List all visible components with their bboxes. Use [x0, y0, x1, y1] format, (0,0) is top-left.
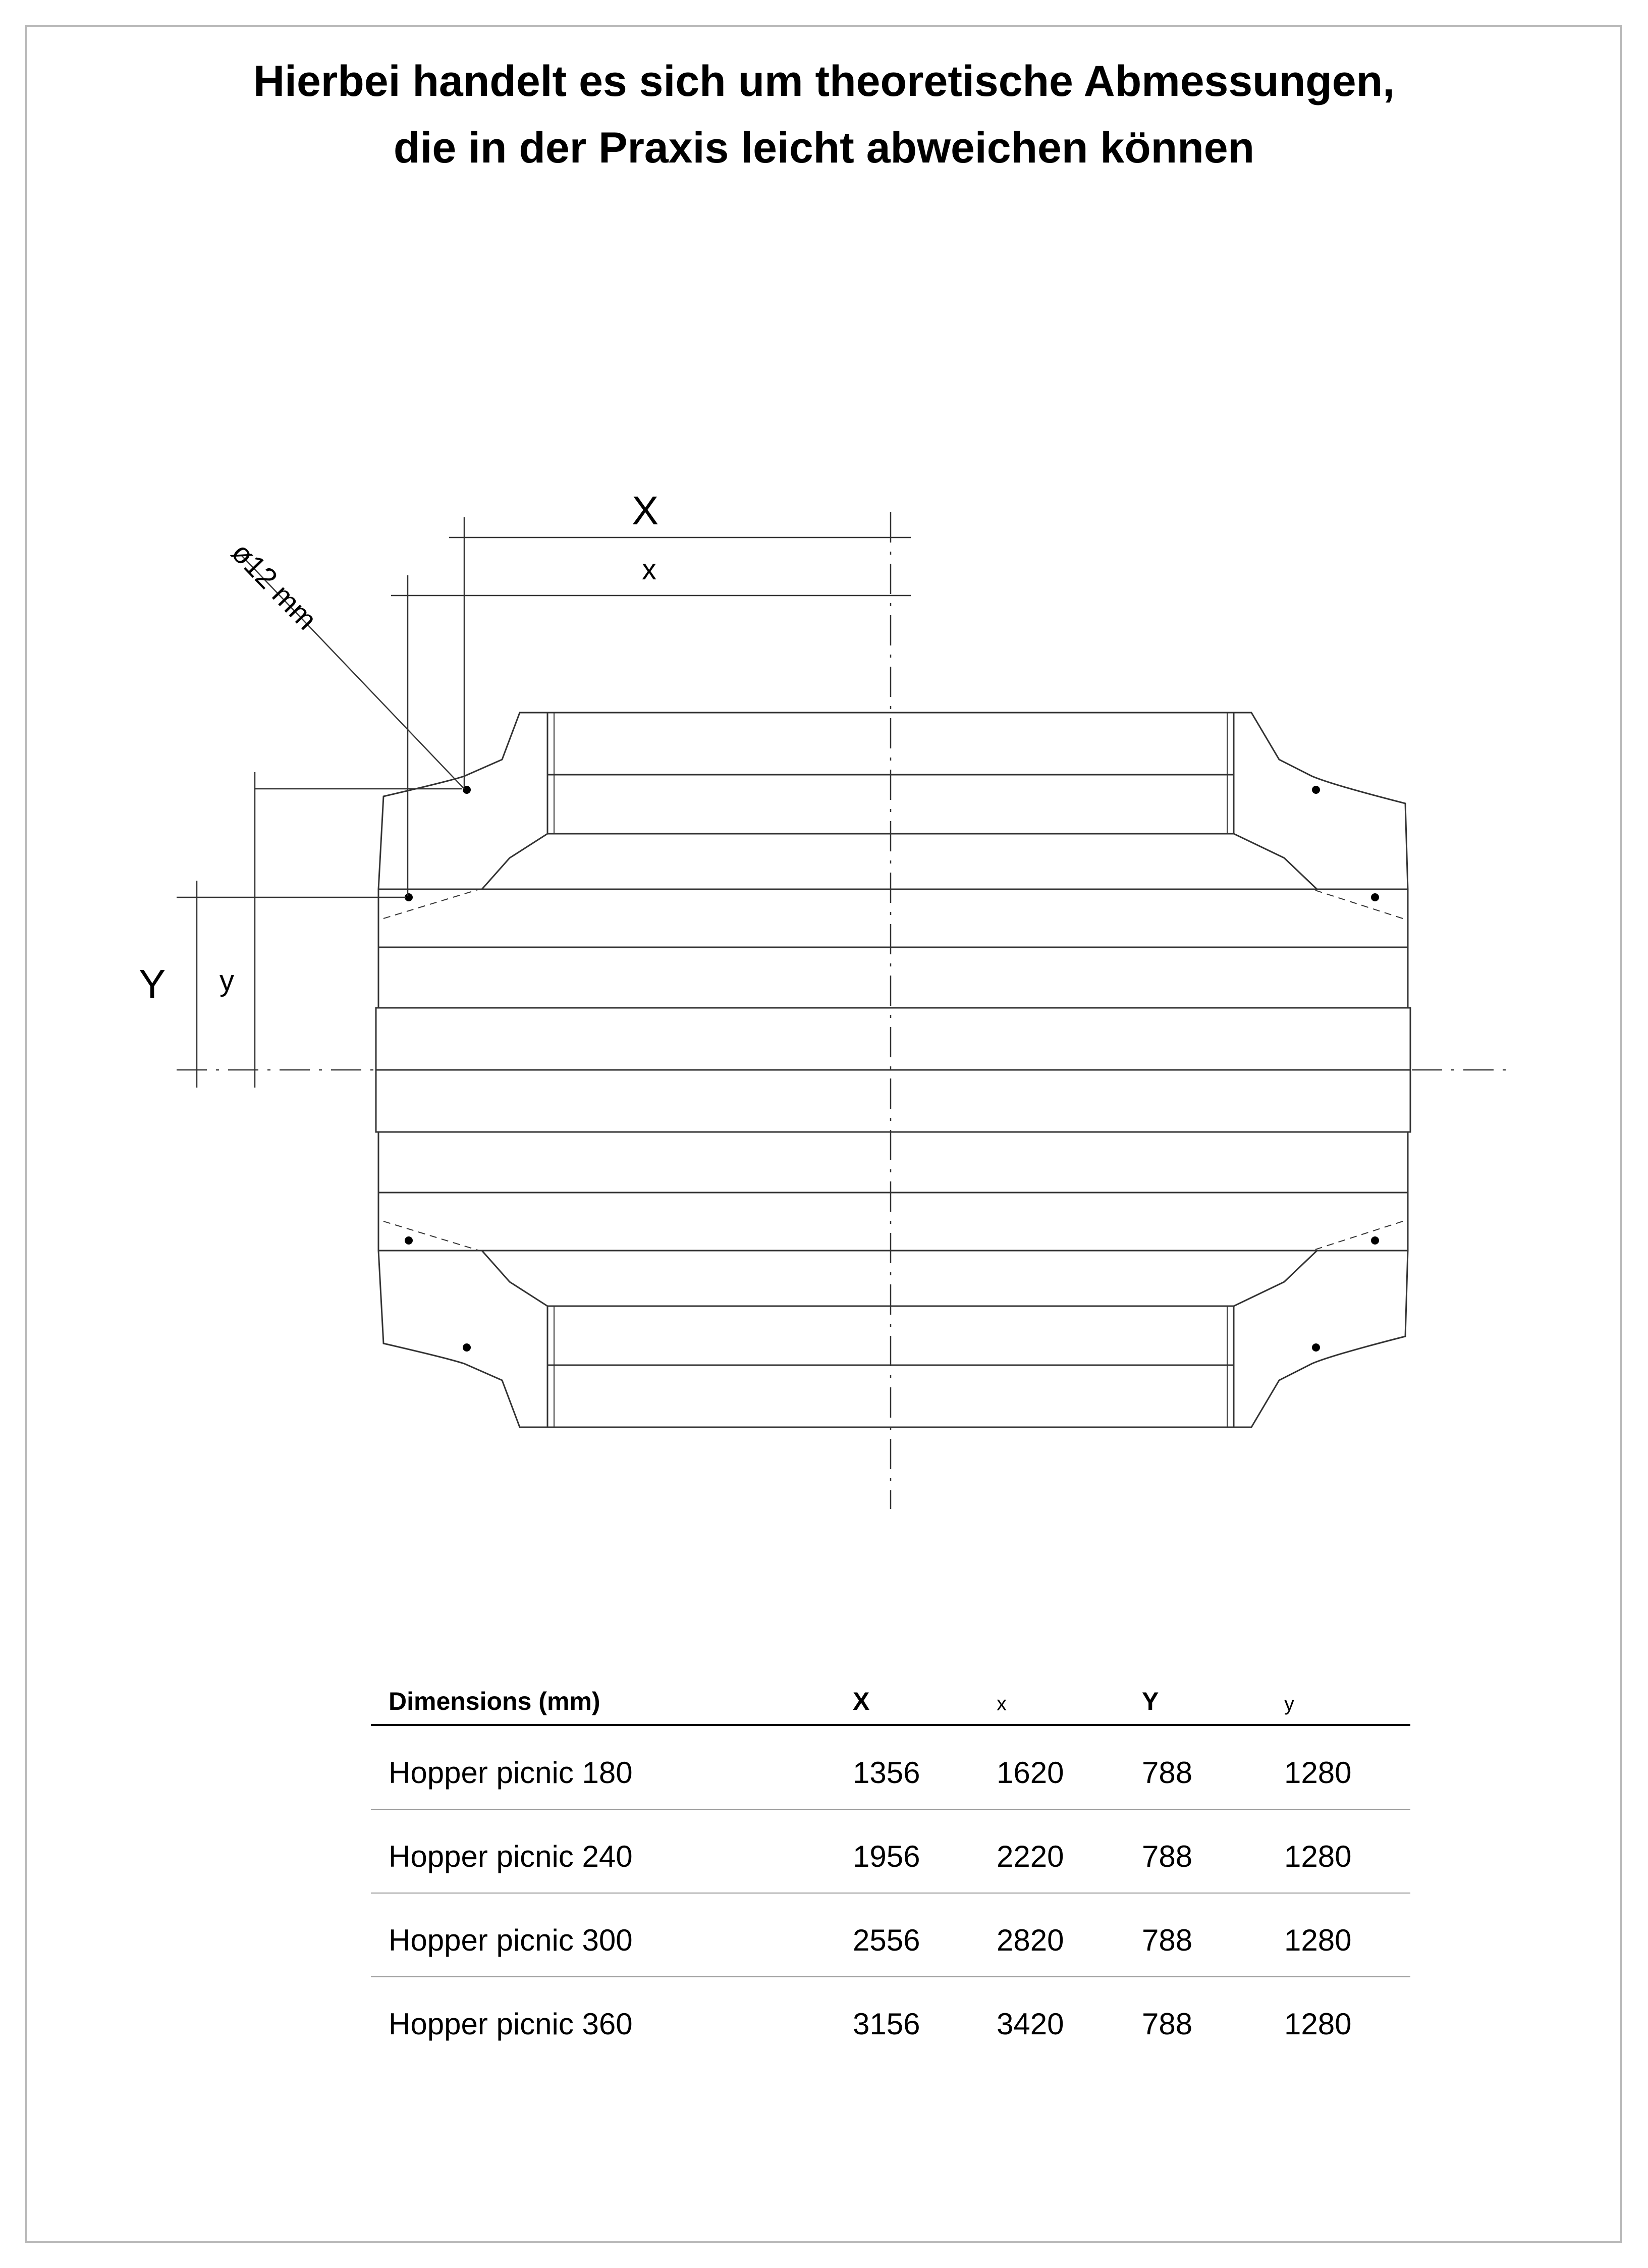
value-Y: 788	[1142, 1840, 1193, 1873]
value-x: 3420	[997, 2007, 1064, 2041]
value-x: 1620	[997, 1756, 1064, 1790]
model-name: Hopper picnic 240	[389, 1840, 633, 1873]
dimension-X-label: X	[632, 488, 659, 533]
anchor-hole	[1371, 1236, 1379, 1245]
table-row	[371, 1894, 1410, 1977]
table-row	[371, 1810, 1410, 1894]
hole-diameter-label: ø12 mm	[225, 536, 323, 636]
model-name: Hopper picnic 300	[389, 1923, 633, 1957]
model-name: Hopper picnic 360	[389, 2007, 633, 2041]
value-y: 1280	[1284, 1756, 1352, 1790]
dimension-Y-label: Y	[139, 961, 166, 1006]
header-x: x	[997, 1693, 1007, 1715]
value-X: 1956	[853, 1840, 920, 1873]
value-x: 2220	[997, 1840, 1064, 1873]
anchor-hole	[1312, 786, 1320, 794]
top-bench	[378, 713, 1408, 889]
value-y: 1280	[1284, 1923, 1352, 1957]
table-row	[371, 1726, 1410, 1810]
anchor-hole	[1371, 893, 1379, 901]
value-x: 2820	[997, 1923, 1064, 1957]
anchor-hole	[463, 1343, 471, 1352]
value-X: 2556	[853, 1923, 920, 1957]
header-Y: Y	[1142, 1687, 1159, 1715]
dimension-y-label: y	[219, 964, 234, 997]
value-Y: 788	[1142, 1923, 1193, 1957]
table-header	[371, 1676, 1410, 1726]
value-y: 1280	[1284, 1840, 1352, 1873]
anchor-hole	[405, 1236, 413, 1245]
header-y: y	[1284, 1693, 1294, 1715]
dimensions-table	[371, 1676, 1410, 2060]
value-X: 3156	[853, 2007, 920, 2041]
anchor-hole	[1312, 1343, 1320, 1352]
value-Y: 788	[1142, 2007, 1193, 2041]
model-name: Hopper picnic 180	[389, 1756, 633, 1790]
dimension-x-label: x	[642, 553, 656, 586]
header-dimensions: Dimensions (mm)	[389, 1687, 600, 1715]
value-y: 1280	[1284, 2007, 1352, 2041]
value-Y: 788	[1142, 1756, 1193, 1790]
bottom-bench	[378, 1251, 1408, 1427]
notice-line-1: Hierbei handelt es sich um theoretische Abmessungen,	[253, 57, 1395, 105]
table-top	[376, 889, 1410, 1251]
notice-line-2: die in der Praxis leicht abweichen können	[393, 124, 1255, 172]
header-X: X	[853, 1687, 870, 1715]
value-X: 1356	[853, 1756, 920, 1790]
table-row	[371, 1977, 1410, 2060]
anchor-holes	[405, 786, 1379, 1352]
